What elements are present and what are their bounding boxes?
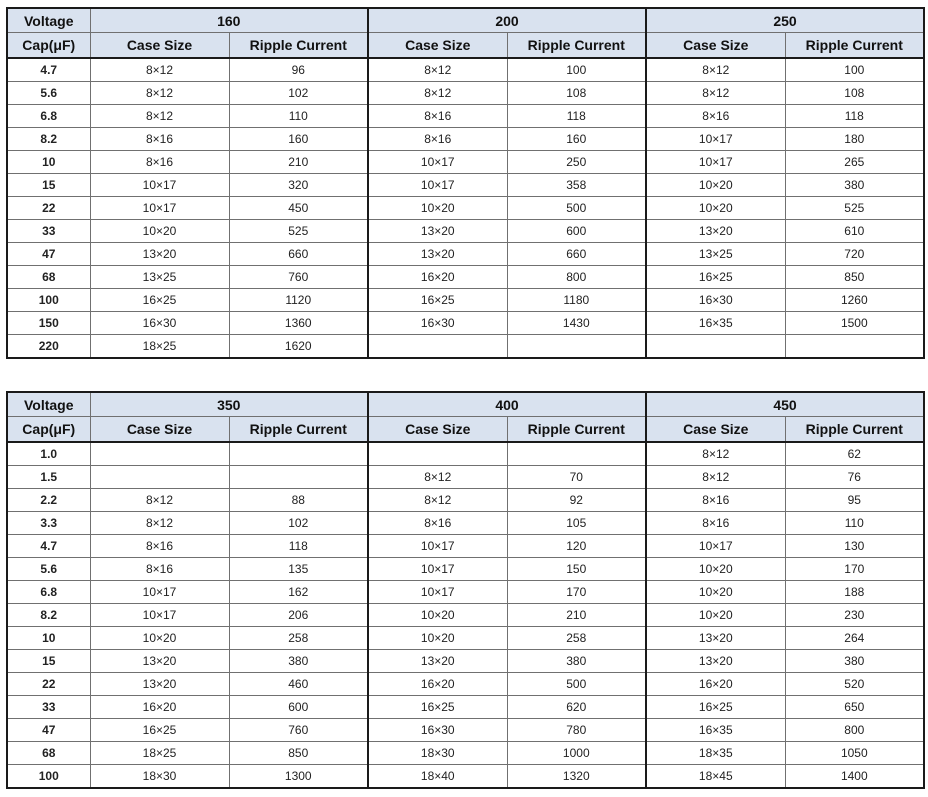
spec-table-high-voltage xyxy=(6,391,925,789)
table-row xyxy=(7,58,924,82)
ripple-current-cell: 500 xyxy=(507,673,646,696)
cap-cell: 8.2 xyxy=(7,128,90,151)
case-size-cell: 10×17 xyxy=(646,128,785,151)
case-size-cell: 10×17 xyxy=(368,535,507,558)
table-row xyxy=(7,105,924,128)
case-size-header: Case Size xyxy=(90,417,229,443)
table-row xyxy=(7,627,924,650)
cap-cell: 6.8 xyxy=(7,105,90,128)
cap-cell: 2.2 xyxy=(7,489,90,512)
case-size-cell: 13×20 xyxy=(646,627,785,650)
table-row xyxy=(7,489,924,512)
case-size-cell: 18×30 xyxy=(368,742,507,765)
case-size-cell: 10×20 xyxy=(368,197,507,220)
ripple-current-cell: 170 xyxy=(507,581,646,604)
ripple-current-cell: 100 xyxy=(507,58,646,82)
cap-cell: 10 xyxy=(7,627,90,650)
case-size-cell: 8×12 xyxy=(646,82,785,105)
ripple-current-cell: 102 xyxy=(229,82,368,105)
voltage-group-header: 450 xyxy=(646,392,924,417)
ripple-current-cell: 660 xyxy=(507,243,646,266)
ripple-current-cell: 160 xyxy=(507,128,646,151)
case-size-cell: 16×25 xyxy=(646,696,785,719)
ripple-current-header: Ripple Current xyxy=(507,417,646,443)
cap-cell: 68 xyxy=(7,742,90,765)
case-size-cell: 16×25 xyxy=(368,696,507,719)
case-size-cell: 8×12 xyxy=(368,58,507,82)
table-row xyxy=(7,696,924,719)
cap-cell: 4.7 xyxy=(7,58,90,82)
case-size-cell: 13×20 xyxy=(368,650,507,673)
ripple-current-cell: 88 xyxy=(229,489,368,512)
case-size-cell: 18×25 xyxy=(90,335,229,359)
ripple-current-cell: 130 xyxy=(785,535,924,558)
case-size-cell: 10×17 xyxy=(368,558,507,581)
table-row xyxy=(7,151,924,174)
cap-cell: 22 xyxy=(7,673,90,696)
ripple-current-cell: 1500 xyxy=(785,312,924,335)
case-size-cell: 10×20 xyxy=(646,174,785,197)
cap-cell: 47 xyxy=(7,243,90,266)
case-size-cell: 16×20 xyxy=(90,696,229,719)
ripple-current-cell: 1050 xyxy=(785,742,924,765)
case-size-cell: 13×25 xyxy=(90,266,229,289)
table-row xyxy=(7,558,924,581)
ripple-current-cell: 250 xyxy=(507,151,646,174)
ripple-current-cell: 760 xyxy=(229,719,368,742)
ripple-current-cell xyxy=(785,335,924,359)
case-size-cell: 8×12 xyxy=(646,442,785,466)
cap-cell: 1.0 xyxy=(7,442,90,466)
case-size-cell: 10×17 xyxy=(368,151,507,174)
cap-cell: 68 xyxy=(7,266,90,289)
case-size-cell: 8×16 xyxy=(90,128,229,151)
cap-cell: 15 xyxy=(7,174,90,197)
case-size-cell xyxy=(90,466,229,489)
ripple-current-cell: 525 xyxy=(785,197,924,220)
case-size-cell: 16×25 xyxy=(646,266,785,289)
cap-cell: 22 xyxy=(7,197,90,220)
case-size-header: Case Size xyxy=(90,33,229,59)
ripple-current-cell xyxy=(507,442,646,466)
ripple-current-cell: 720 xyxy=(785,243,924,266)
ripple-current-cell: 92 xyxy=(507,489,646,512)
case-size-cell: 8×12 xyxy=(646,466,785,489)
case-size-cell: 13×20 xyxy=(646,220,785,243)
case-size-cell: 8×12 xyxy=(90,82,229,105)
ripple-current-cell: 320 xyxy=(229,174,368,197)
case-size-header: Case Size xyxy=(368,33,507,59)
ripple-current-cell: 105 xyxy=(507,512,646,535)
ripple-current-cell: 258 xyxy=(507,627,646,650)
ripple-current-cell: 118 xyxy=(507,105,646,128)
ripple-current-cell: 108 xyxy=(785,82,924,105)
ripple-current-cell: 1260 xyxy=(785,289,924,312)
ripple-current-cell: 760 xyxy=(229,266,368,289)
ripple-current-cell: 170 xyxy=(785,558,924,581)
case-size-header: Case Size xyxy=(646,417,785,443)
case-size-cell: 10×20 xyxy=(368,604,507,627)
case-size-cell: 10×17 xyxy=(90,581,229,604)
cap-cell: 1.5 xyxy=(7,466,90,489)
case-size-cell: 16×25 xyxy=(90,719,229,742)
table-row xyxy=(7,719,924,742)
case-size-cell xyxy=(368,335,507,359)
table-row xyxy=(7,581,924,604)
ripple-current-cell: 118 xyxy=(229,535,368,558)
case-size-cell: 18×40 xyxy=(368,765,507,789)
ripple-current-cell: 210 xyxy=(229,151,368,174)
cap-cell: 100 xyxy=(7,289,90,312)
ripple-current-cell: 1320 xyxy=(507,765,646,789)
ripple-current-cell: 162 xyxy=(229,581,368,604)
ripple-current-header: Ripple Current xyxy=(785,33,924,59)
ripple-current-cell: 380 xyxy=(785,650,924,673)
case-size-cell: 16×30 xyxy=(646,289,785,312)
cap-cell: 47 xyxy=(7,719,90,742)
case-size-cell: 16×30 xyxy=(368,719,507,742)
cap-cell: 10 xyxy=(7,151,90,174)
ripple-current-cell: 460 xyxy=(229,673,368,696)
voltage-group-header: 160 xyxy=(90,8,368,33)
ripple-current-cell: 660 xyxy=(229,243,368,266)
case-size-cell: 8×16 xyxy=(646,105,785,128)
table-row xyxy=(7,197,924,220)
ripple-current-cell: 450 xyxy=(229,197,368,220)
table-row xyxy=(7,604,924,627)
case-size-cell: 18×25 xyxy=(90,742,229,765)
case-size-cell: 8×16 xyxy=(368,512,507,535)
ripple-current-cell: 1180 xyxy=(507,289,646,312)
case-size-cell: 8×16 xyxy=(90,535,229,558)
ripple-current-cell: 265 xyxy=(785,151,924,174)
ripple-current-cell: 1120 xyxy=(229,289,368,312)
ripple-current-header: Ripple Current xyxy=(507,33,646,59)
ripple-current-cell: 160 xyxy=(229,128,368,151)
case-size-cell: 10×20 xyxy=(368,627,507,650)
case-size-cell: 8×16 xyxy=(646,512,785,535)
case-size-cell: 16×25 xyxy=(368,289,507,312)
voltage-group-header: 350 xyxy=(90,392,368,417)
case-size-cell: 16×30 xyxy=(90,312,229,335)
ripple-current-cell: 380 xyxy=(785,174,924,197)
ripple-current-cell: 500 xyxy=(507,197,646,220)
case-size-cell: 18×30 xyxy=(90,765,229,789)
case-size-cell xyxy=(90,442,229,466)
table-row xyxy=(7,765,924,789)
case-size-cell: 8×16 xyxy=(368,128,507,151)
voltage-group-header: 400 xyxy=(368,392,646,417)
ripple-current-cell: 600 xyxy=(507,220,646,243)
ripple-current-cell: 180 xyxy=(785,128,924,151)
case-size-cell xyxy=(368,442,507,466)
table-row xyxy=(7,650,924,673)
ripple-current-cell xyxy=(507,335,646,359)
cap-cell: 100 xyxy=(7,765,90,789)
table-row xyxy=(7,128,924,151)
case-size-cell: 10×17 xyxy=(90,174,229,197)
case-size-cell: 8×16 xyxy=(368,105,507,128)
ripple-current-cell: 850 xyxy=(785,266,924,289)
case-size-cell: 10×17 xyxy=(646,151,785,174)
ripple-current-cell: 120 xyxy=(507,535,646,558)
spec-table-low-voltage xyxy=(6,7,925,359)
voltage-header-row xyxy=(7,392,924,417)
ripple-current-cell: 1360 xyxy=(229,312,368,335)
case-size-cell: 13×20 xyxy=(90,673,229,696)
cap-cell: 220 xyxy=(7,335,90,359)
case-size-cell: 8×12 xyxy=(368,466,507,489)
case-size-cell: 10×20 xyxy=(646,581,785,604)
voltage-group-header: 200 xyxy=(368,8,646,33)
case-size-cell: 8×12 xyxy=(368,489,507,512)
ripple-current-cell: 380 xyxy=(507,650,646,673)
case-size-cell: 10×20 xyxy=(646,558,785,581)
ripple-current-cell: 100 xyxy=(785,58,924,82)
table-body xyxy=(7,58,924,358)
ripple-current-header: Ripple Current xyxy=(785,417,924,443)
table-row xyxy=(7,266,924,289)
case-size-cell: 13×20 xyxy=(646,650,785,673)
ripple-current-cell: 610 xyxy=(785,220,924,243)
table-row xyxy=(7,312,924,335)
case-size-cell: 10×17 xyxy=(646,535,785,558)
table-row xyxy=(7,289,924,312)
cap-cell: 8.2 xyxy=(7,604,90,627)
ripple-current-cell: 1430 xyxy=(507,312,646,335)
case-size-cell: 10×17 xyxy=(368,174,507,197)
table-row xyxy=(7,220,924,243)
cap-cell: 15 xyxy=(7,650,90,673)
column-header-row xyxy=(7,417,924,443)
case-size-cell: 8×12 xyxy=(90,489,229,512)
table-row xyxy=(7,335,924,359)
voltage-header-row xyxy=(7,8,924,33)
case-size-cell: 8×12 xyxy=(90,58,229,82)
case-size-cell: 10×17 xyxy=(368,581,507,604)
ripple-current-cell: 108 xyxy=(507,82,646,105)
case-size-header: Case Size xyxy=(646,33,785,59)
ripple-current-cell: 800 xyxy=(507,266,646,289)
case-size-cell: 18×45 xyxy=(646,765,785,789)
table-row xyxy=(7,174,924,197)
case-size-cell: 16×35 xyxy=(646,312,785,335)
voltage-label: Voltage xyxy=(7,392,90,417)
ripple-current-header: Ripple Current xyxy=(229,417,368,443)
case-size-cell: 16×20 xyxy=(368,673,507,696)
ripple-current-cell: 150 xyxy=(507,558,646,581)
case-size-cell: 8×12 xyxy=(646,58,785,82)
ripple-current-cell: 230 xyxy=(785,604,924,627)
ripple-current-cell: 188 xyxy=(785,581,924,604)
case-size-cell: 13×20 xyxy=(368,243,507,266)
ripple-current-cell: 850 xyxy=(229,742,368,765)
table-row xyxy=(7,512,924,535)
case-size-cell: 8×16 xyxy=(646,489,785,512)
case-size-cell: 8×12 xyxy=(90,512,229,535)
ripple-current-cell: 70 xyxy=(507,466,646,489)
case-size-cell: 16×20 xyxy=(646,673,785,696)
table-row xyxy=(7,442,924,466)
table-row xyxy=(7,673,924,696)
ripple-current-cell: 520 xyxy=(785,673,924,696)
ripple-current-cell: 800 xyxy=(785,719,924,742)
case-size-cell: 10×20 xyxy=(90,220,229,243)
ripple-current-cell: 620 xyxy=(507,696,646,719)
ripple-current-cell: 102 xyxy=(229,512,368,535)
cap-label: Cap(μF) xyxy=(7,33,90,59)
table-body xyxy=(7,442,924,788)
ripple-current-cell: 96 xyxy=(229,58,368,82)
case-size-cell: 18×35 xyxy=(646,742,785,765)
case-size-header: Case Size xyxy=(368,417,507,443)
case-size-cell: 16×25 xyxy=(90,289,229,312)
case-size-cell: 16×20 xyxy=(368,266,507,289)
cap-cell: 4.7 xyxy=(7,535,90,558)
case-size-cell: 13×20 xyxy=(90,650,229,673)
case-size-cell: 10×20 xyxy=(646,604,785,627)
voltage-group-header: 250 xyxy=(646,8,924,33)
case-size-cell xyxy=(646,335,785,359)
ripple-current-cell: 358 xyxy=(507,174,646,197)
table-row xyxy=(7,82,924,105)
ripple-current-cell: 110 xyxy=(229,105,368,128)
ripple-current-cell: 95 xyxy=(785,489,924,512)
ripple-current-cell: 600 xyxy=(229,696,368,719)
case-size-cell: 10×17 xyxy=(90,604,229,627)
ripple-current-cell: 135 xyxy=(229,558,368,581)
ripple-current-cell xyxy=(229,466,368,489)
ripple-current-cell: 1300 xyxy=(229,765,368,789)
ripple-current-cell: 258 xyxy=(229,627,368,650)
ripple-current-cell: 650 xyxy=(785,696,924,719)
case-size-cell: 13×20 xyxy=(90,243,229,266)
ripple-current-cell: 210 xyxy=(507,604,646,627)
case-size-cell: 8×12 xyxy=(90,105,229,128)
ripple-current-cell: 780 xyxy=(507,719,646,742)
ripple-current-cell: 1000 xyxy=(507,742,646,765)
cap-cell: 3.3 xyxy=(7,512,90,535)
table-row xyxy=(7,466,924,489)
table-row xyxy=(7,243,924,266)
case-size-cell: 8×16 xyxy=(90,558,229,581)
case-size-cell: 16×30 xyxy=(368,312,507,335)
cap-cell: 33 xyxy=(7,220,90,243)
case-size-cell: 10×17 xyxy=(90,197,229,220)
table-row xyxy=(7,742,924,765)
case-size-cell: 13×20 xyxy=(368,220,507,243)
column-header-row xyxy=(7,33,924,59)
ripple-current-cell: 1620 xyxy=(229,335,368,359)
ripple-current-cell: 206 xyxy=(229,604,368,627)
cap-cell: 5.6 xyxy=(7,82,90,105)
ripple-current-cell xyxy=(229,442,368,466)
ripple-current-cell: 76 xyxy=(785,466,924,489)
case-size-cell: 13×25 xyxy=(646,243,785,266)
case-size-cell: 8×16 xyxy=(90,151,229,174)
ripple-current-cell: 264 xyxy=(785,627,924,650)
case-size-cell: 16×35 xyxy=(646,719,785,742)
case-size-cell: 10×20 xyxy=(646,197,785,220)
ripple-current-cell: 110 xyxy=(785,512,924,535)
ripple-current-cell: 525 xyxy=(229,220,368,243)
cap-cell: 5.6 xyxy=(7,558,90,581)
cap-cell: 150 xyxy=(7,312,90,335)
ripple-current-header: Ripple Current xyxy=(229,33,368,59)
case-size-cell: 8×12 xyxy=(368,82,507,105)
table-row xyxy=(7,535,924,558)
cap-cell: 33 xyxy=(7,696,90,719)
ripple-current-cell: 62 xyxy=(785,442,924,466)
ripple-current-cell: 380 xyxy=(229,650,368,673)
ripple-current-cell: 118 xyxy=(785,105,924,128)
voltage-label: Voltage xyxy=(7,8,90,33)
cap-cell: 6.8 xyxy=(7,581,90,604)
ripple-current-cell: 1400 xyxy=(785,765,924,789)
case-size-cell: 10×20 xyxy=(90,627,229,650)
cap-label: Cap(μF) xyxy=(7,417,90,443)
